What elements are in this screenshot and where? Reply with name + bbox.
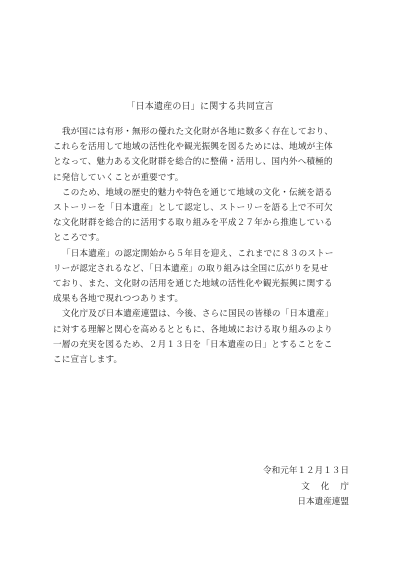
text-line: 我が国には有形・無形の優れた文化財が各地に数多く存在しており、 xyxy=(62,127,334,137)
declaration-body xyxy=(53,125,348,368)
text-line: な文化財群を総合的に活用する取り組みを平成２７年から推進している xyxy=(53,218,333,229)
paragraph-3 xyxy=(53,247,348,308)
text-line: ており、また、文化財の活用を通じた地域の活性化や観光振興に関する xyxy=(53,279,333,290)
text-line: に対する理解と関心を高めるとともに、各地域における取り組みのより xyxy=(53,324,333,335)
paragraph-1 xyxy=(53,125,348,186)
text-line: 成果も各地で現れつつあります。 xyxy=(53,294,184,305)
text-line: 一層の充実を図るため、２月１３日を「日本遺産の日」とすることをこ xyxy=(53,339,333,350)
text-line: リーが認定されるなど、「日本遺産」の取り組みは全国に広がりを見せ xyxy=(53,263,329,274)
declaration-date: 令和元年１２月１３日 xyxy=(263,466,349,476)
paragraph-4 xyxy=(53,307,348,368)
signature-block xyxy=(209,464,360,511)
agency-name: 文化庁 xyxy=(301,481,360,492)
document-title: 「日本遺産の日」に関する共同宣言 xyxy=(126,102,274,112)
text-line: このため、地域の歴史的魅力や特色を通じて地域の文化・伝統を語る xyxy=(62,187,333,198)
text-line: ストーリーを「日本遺産」として認定し、ストーリーを語る上で不可欠 xyxy=(53,203,333,214)
paragraph-2 xyxy=(53,186,348,247)
text-line: 文化庁及び日本遺産連盟は、今後、さらに国民の皆様の「日本遺産」 xyxy=(62,309,334,320)
text-line: これらを活用して地域の活性化や観光振興を図るためには、地域が主体 xyxy=(53,142,333,153)
text-line: 「日本遺産」の認定開始から５年目を迎え、これまでに８３のストー xyxy=(62,248,334,259)
text-line: となって、魅力ある文化財群を総合的に整備・活用し、国内外へ積極的 xyxy=(53,157,333,168)
text-line: ところです。 xyxy=(53,233,105,244)
text-line: に発信していくことが重要です。 xyxy=(53,172,184,183)
text-line: こに宣言します。 xyxy=(53,355,123,366)
league-name: 日本遺産連盟 xyxy=(297,497,349,507)
